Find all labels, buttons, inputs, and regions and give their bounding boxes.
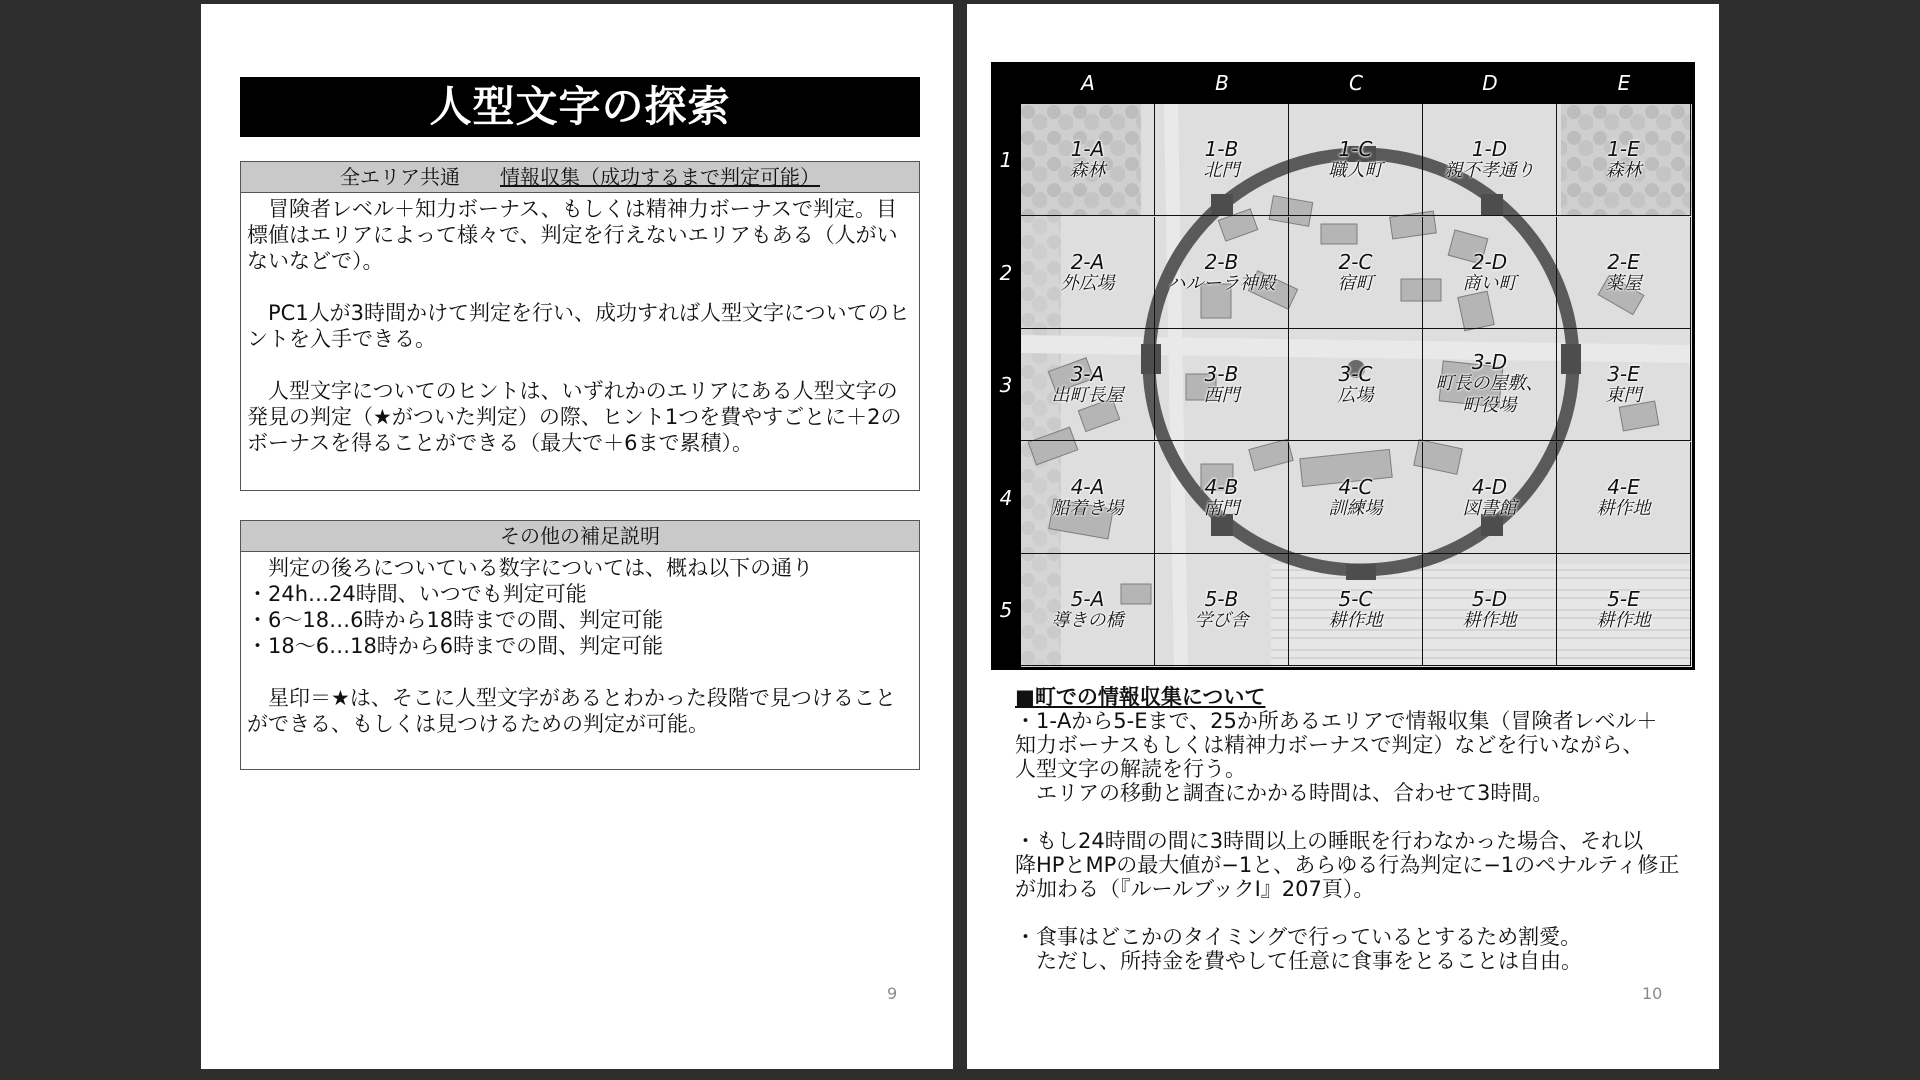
map-area-code: 5-D xyxy=(1471,587,1508,612)
map-area-code: 4-C xyxy=(1338,474,1373,499)
map-area-name: 広場 xyxy=(1337,385,1374,407)
text-line: が加わる（『ルールブックⅠ』207頁）。 xyxy=(1015,877,1375,901)
map-area-cell xyxy=(1155,554,1289,666)
page-number: 10 xyxy=(1642,984,1663,1003)
map-area-name: 職人町 xyxy=(1328,160,1383,181)
map-area-cell xyxy=(1423,554,1557,666)
text-line: ・1-Aから5-Eまで、25か所あるエリアで情報収集（冒険者レベル＋ xyxy=(1015,709,1658,733)
text-line: エリアの移動と調査にかかる時間は、合わせて3時間。 xyxy=(1036,781,1554,805)
map-area-name: 耕作地 xyxy=(1328,610,1383,632)
map-area-cell xyxy=(1557,442,1691,554)
notes-box-body xyxy=(241,552,919,737)
map-area-name: 北門 xyxy=(1203,160,1240,181)
map-area-name: 出町長屋 xyxy=(1051,385,1124,407)
text-line: ・食事はどこかのタイミングで行っているとするため割愛。 xyxy=(1015,925,1582,949)
map-row-label: 1 xyxy=(999,148,1013,172)
map-area-name: 東門 xyxy=(1605,385,1642,407)
text-line: 降HPとMPの最大値が−1と、あらゆる行為判定に−1のペナルティ修正 xyxy=(1015,853,1680,877)
map-area-code: 1-C xyxy=(1338,137,1373,161)
map-area-cell xyxy=(1423,104,1557,216)
map-area-code: 3-B xyxy=(1204,362,1239,387)
map-area-name: 薬屋 xyxy=(1605,272,1642,294)
page-number: 9 xyxy=(887,984,898,1003)
map-column-label: C xyxy=(1349,71,1363,95)
map-area-cell xyxy=(1289,104,1423,216)
info-paragraph: 人型文字についてのヒントは、いずれかのエリアにある人型文字の発見の判定（★がついた判定）の際、ヒント1つを費やすごとに＋2のボーナスを得ることができる（最大で＋6まで累積）。 xyxy=(247,379,902,455)
info-paragraph: PC1人が3時間かけて判定を行い、成功すれば人型文字についてのヒントを入手できる。 xyxy=(247,301,910,351)
map-area-name: 宿町 xyxy=(1337,272,1374,294)
map-area-code: 5-C xyxy=(1338,587,1373,612)
map-area-name: 耕作地 xyxy=(1462,610,1517,632)
map-area-name: 図書館 xyxy=(1462,497,1517,519)
map-area-code: 2-A xyxy=(1070,249,1105,274)
info-paragraph: 冒険者レベル＋知力ボーナス、もしくは精神力ボーナスで判定。目標値はエリアによって様々で、判定を行えないエリアもある（人がいないなどで）。 xyxy=(247,197,898,273)
map-area-name: 耕作地 xyxy=(1596,497,1651,519)
notes-bullet: ・6～18…6時から18時までの間、判定可能 xyxy=(247,608,664,632)
map-area-cell xyxy=(1021,442,1155,554)
map-area-cell xyxy=(1557,554,1691,666)
map-area-name: 訓練場 xyxy=(1328,497,1383,519)
map-area-cell xyxy=(1155,104,1289,216)
town-info-section xyxy=(1015,685,1705,973)
map-area-cell xyxy=(1289,217,1423,329)
map-area-code: 5-E xyxy=(1607,587,1640,612)
info-gathering-box xyxy=(240,161,920,491)
map-area-name: 耕作地 xyxy=(1596,610,1651,632)
map-area-name: 森林 xyxy=(1605,160,1642,181)
map-area-code: 2-E xyxy=(1607,249,1640,274)
map-area-code: 1-B xyxy=(1204,137,1239,161)
page-left xyxy=(201,4,953,1069)
map-column-label: E xyxy=(1617,71,1631,95)
map-area-cell xyxy=(1557,104,1691,216)
map-area-name: 船着き場 xyxy=(1051,497,1124,519)
map-row-label: 5 xyxy=(999,598,1013,623)
map-area-name: 森林 xyxy=(1069,160,1106,181)
text-line: 知力ボーナスもしくは精神力ボーナスで判定）などを行いながら、 xyxy=(1015,733,1644,757)
map-area-cell xyxy=(1423,442,1557,554)
map-area-cell xyxy=(1155,442,1289,554)
map-area-cell xyxy=(1423,329,1557,441)
page-right xyxy=(967,4,1719,1069)
map-area-code: 3-C xyxy=(1338,362,1373,387)
notes-bullet: ・18～6…18時から6時までの間、判定可能 xyxy=(247,634,664,658)
map-area-cell xyxy=(1557,217,1691,329)
map-area-name: 町役場 xyxy=(1462,395,1517,417)
map-column-label: D xyxy=(1482,71,1498,95)
map-area-name: 南門 xyxy=(1203,497,1240,519)
map-area-name: 導きの橋 xyxy=(1051,610,1124,632)
map-area-cell xyxy=(1155,217,1289,329)
map-area-code: 4-B xyxy=(1204,474,1239,499)
info-box-header xyxy=(241,162,919,193)
map-area-cell xyxy=(1021,329,1155,441)
map-area-name: 町長の屋敷、 xyxy=(1435,373,1544,395)
map-row-label: 3 xyxy=(999,373,1013,398)
info-box-header-scope: 全エリア共通 xyxy=(340,165,460,189)
map-area-code: 1-A xyxy=(1070,137,1105,161)
page-title: 人型文字の探索 xyxy=(240,77,920,137)
map-area-code: 3-E xyxy=(1607,362,1640,387)
map-area-name: 親不孝通り xyxy=(1444,160,1535,181)
map-grid xyxy=(1021,104,1692,667)
map-area-name: 学び舎 xyxy=(1194,610,1249,632)
map-area-code: 2-C xyxy=(1338,249,1373,274)
map-area-cell xyxy=(1021,104,1155,216)
map-row-label: 4 xyxy=(999,485,1013,510)
text-line: ・もし24時間の間に3時間以上の睡眠を行わなかった場合、それ以 xyxy=(1015,829,1644,853)
map-area-code: 3-D xyxy=(1471,350,1508,375)
map-area-code: 2-D xyxy=(1471,249,1508,274)
map-column-label: B xyxy=(1215,71,1229,95)
star-note: 星印＝★は、そこに人型文字があるとわかった段階で見つけることができる、もしくは見つけるための判定が可能。 xyxy=(247,686,896,736)
map-column-label: A xyxy=(1081,71,1095,95)
text-line: 人型文字の解読を行う。 xyxy=(1015,757,1246,781)
map-area-code: 5-B xyxy=(1204,587,1239,612)
notes-box-header: その他の補足説明 xyxy=(241,521,919,552)
map-area-cell xyxy=(1021,217,1155,329)
map-area-name: ハルーラ神殿 xyxy=(1167,272,1276,294)
text-line: ただし、所持金を費やして任意に食事をとることは自由。 xyxy=(1036,949,1582,973)
section-heading: ■町での情報収集について xyxy=(1015,685,1266,709)
map-area-cell xyxy=(1021,554,1155,666)
map-area-code: 2-B xyxy=(1204,249,1239,274)
info-box-body xyxy=(241,193,919,456)
map-area-cell xyxy=(1289,329,1423,441)
map-area-cell xyxy=(1155,329,1289,441)
map-area-name: 外広場 xyxy=(1060,272,1115,294)
info-box-header-title: 情報収集（成功するまで判定可能） xyxy=(500,165,820,189)
map-area-cell xyxy=(1289,554,1423,666)
map-area-code: 4-A xyxy=(1070,474,1105,499)
map-area-name: 商い町 xyxy=(1462,272,1517,294)
town-map xyxy=(991,62,1695,670)
map-area-cell xyxy=(1557,329,1691,441)
map-area-code: 1-D xyxy=(1471,137,1508,161)
map-area-code: 4-D xyxy=(1471,474,1508,499)
map-row-label: 2 xyxy=(999,260,1013,285)
map-area-cell xyxy=(1423,217,1557,329)
map-area-code: 3-A xyxy=(1070,362,1105,387)
notes-bullet: ・24h…24時間、いつでも判定可能 xyxy=(247,582,587,606)
map-area-cell xyxy=(1289,442,1423,554)
map-area-name: 西門 xyxy=(1203,385,1240,407)
map-area-code: 5-A xyxy=(1070,587,1105,612)
notes-intro: 判定の後ろについている数字については、概ね以下の通り xyxy=(268,556,814,580)
map-area-code: 1-E xyxy=(1607,137,1640,161)
map-area-code: 4-E xyxy=(1607,474,1640,499)
supplementary-notes-box xyxy=(240,520,920,770)
